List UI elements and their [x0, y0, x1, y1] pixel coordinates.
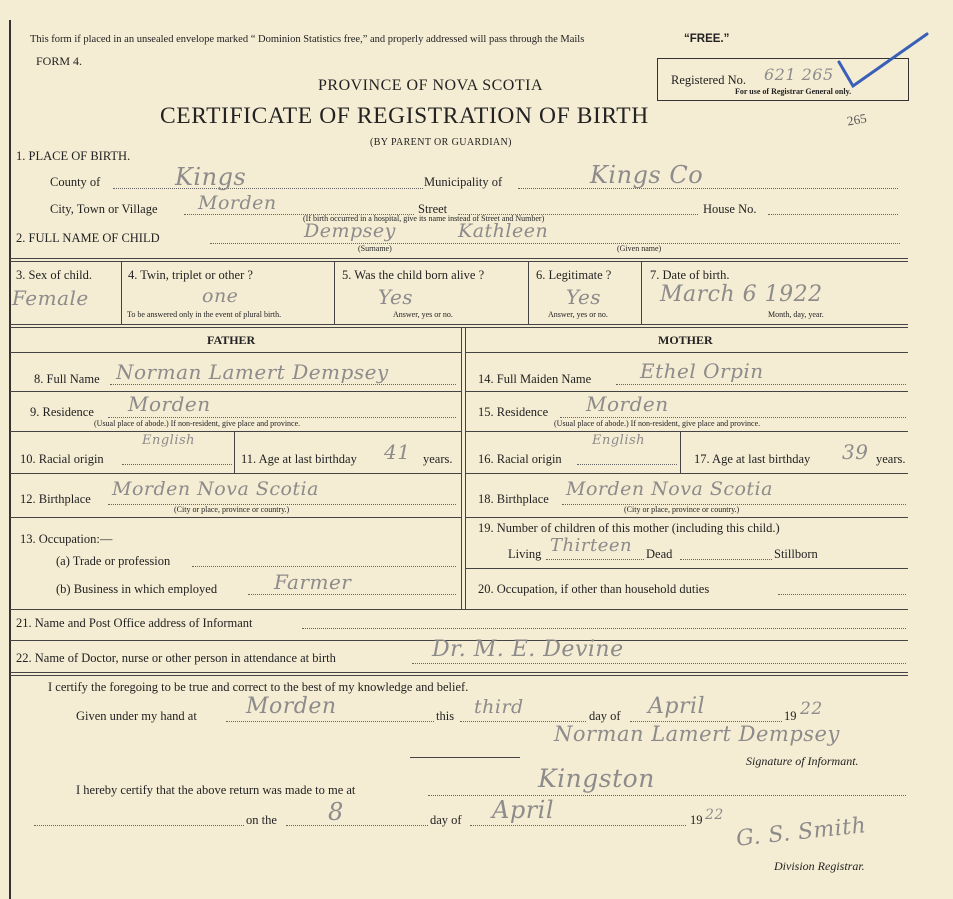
year-prefix: 19	[784, 709, 797, 723]
child-given-value: Kathleen	[458, 220, 549, 242]
given-day-value: third	[474, 696, 524, 718]
city-label: City, Town or Village	[50, 202, 158, 216]
mother-occupation-line	[778, 594, 906, 595]
twin-value: one	[202, 285, 239, 307]
registered-label: Registered No.	[671, 73, 746, 87]
dob-value: March 6 1922	[660, 282, 823, 307]
column-divider	[641, 261, 642, 324]
mother-residence-note: (Usual place of abode.) If non-resident, give place and province.	[554, 419, 761, 428]
registrar-month-line	[470, 825, 686, 826]
given-month-value: April	[648, 694, 706, 719]
row-divider	[465, 568, 908, 569]
father-age-label: 11. Age at last birthday	[241, 452, 357, 466]
surname-caption: (Surname)	[358, 244, 392, 253]
city-value: Morden	[198, 192, 277, 214]
column-divider	[234, 431, 235, 473]
row-divider	[10, 675, 908, 676]
row-divider	[10, 517, 461, 518]
mother-name-label: 14. Full Maiden Name	[478, 372, 592, 386]
living-label: Living	[508, 547, 542, 561]
mail-free: “FREE.”	[684, 33, 730, 45]
living-value: Thirteen	[550, 535, 633, 556]
registrar-month-value: April	[492, 796, 555, 824]
trade-label: (a) Trade or profession	[56, 554, 171, 568]
informant-label: 21. Name and Post Office address of Informant	[16, 616, 253, 630]
mother-heading: MOTHER	[658, 333, 713, 347]
business-line	[248, 594, 456, 595]
row-divider	[10, 473, 461, 474]
father-residence-label: 9. Residence	[30, 405, 94, 419]
form-number: FORM 4.	[36, 54, 83, 68]
certificate-title: CERTIFICATE OF REGISTRATION OF BIRTH	[160, 103, 649, 129]
registrar-signature: G. S. Smith	[734, 813, 868, 852]
year-suffix: 22	[800, 699, 823, 719]
column-divider	[461, 327, 462, 609]
mother-residence-value: Morden	[586, 392, 669, 416]
father-age-value: 41	[384, 440, 411, 464]
father-residence-value: Morden	[128, 392, 211, 416]
on-the-label: on the	[246, 813, 277, 827]
registrar-use-note: For use of Registrar General only.	[735, 87, 852, 96]
certificate-subtitle: (BY PARENT OR GUARDIAN)	[370, 137, 512, 148]
registrar-left-line	[34, 825, 244, 826]
father-years: years.	[423, 452, 453, 466]
father-racial-value: English	[142, 433, 196, 448]
row-divider	[10, 431, 461, 432]
column-divider	[334, 261, 335, 324]
mother-racial-line	[577, 464, 677, 465]
informant-signature: Norman Lamert Dempsey	[554, 722, 840, 746]
dob-note: Month, day, year.	[768, 310, 824, 319]
child-name-line	[210, 243, 900, 244]
mother-name-value: Ethel Orpin	[640, 359, 764, 383]
row-divider	[465, 391, 908, 392]
county-value: Kings	[175, 163, 247, 191]
father-birthplace-note: (City or place, province or country.)	[174, 505, 290, 514]
province-heading: PROVINCE OF NOVA SCOTIA	[318, 77, 544, 94]
legitimate-value: Yes	[566, 285, 602, 309]
county-label: County of	[50, 175, 101, 189]
informant-line	[302, 628, 906, 629]
registrar-signature-caption: Division Registrar.	[774, 859, 865, 873]
row-divider	[10, 327, 908, 328]
trade-line	[192, 566, 456, 567]
column-divider	[121, 261, 122, 324]
row-divider	[10, 609, 908, 610]
row-divider	[10, 258, 908, 259]
municipality-line	[518, 188, 898, 189]
mail-notice: This form if placed in an unsealed envelope marked “ Dominion Statistics free,” and properly addressed will pass through the Mails	[30, 34, 585, 45]
mother-birthplace-label: 18. Birthplace	[478, 492, 549, 506]
mother-birthplace-value: Morden Nova Scotia	[566, 478, 773, 500]
dob-label: 7. Date of birth.	[650, 268, 730, 282]
mother-age-value: 39	[842, 440, 869, 464]
business-value: Farmer	[274, 570, 352, 594]
municipality-label: Municipality of	[424, 175, 503, 189]
check-mark-icon	[835, 30, 930, 92]
mother-racial-label: 16. Racial origin	[478, 452, 562, 466]
row-divider	[465, 517, 908, 518]
father-racial-line	[122, 464, 232, 465]
alive-value: Yes	[378, 285, 414, 309]
sex-label: 3. Sex of child.	[16, 268, 93, 282]
county-line	[113, 188, 423, 189]
informant-signature-caption: Signature of Informant.	[746, 754, 859, 768]
certify-statement: I certify the foregoing to be true and correct to the best of my knowledge and belief.	[48, 680, 469, 694]
father-residence-line	[108, 417, 456, 418]
this-label: this	[436, 709, 455, 723]
stamp-number: 265	[845, 110, 868, 129]
municipality-value: Kings Co	[590, 161, 704, 189]
registrar-day-value: 8	[328, 798, 344, 826]
stillborn-label: Stillborn	[774, 547, 818, 561]
legitimate-label: 6. Legitimate ?	[536, 268, 612, 282]
row-divider	[10, 261, 908, 262]
mother-occupation-label: 20. Occupation, if other than household duties	[478, 582, 710, 596]
alive-note: Answer, yes or no.	[393, 310, 453, 319]
father-heading: FATHER	[207, 333, 256, 347]
row-divider	[10, 324, 908, 325]
sex-value: Female	[12, 286, 89, 310]
row-divider	[10, 352, 461, 353]
business-label: (b) Business in which employed	[56, 582, 218, 596]
place-of-birth-heading: 1. PLACE OF BIRTH.	[16, 149, 131, 163]
twin-label: 4. Twin, triplet or other ?	[128, 268, 253, 282]
column-divider	[465, 327, 466, 609]
registrar-year-prefix: 19	[690, 813, 703, 827]
row-divider	[465, 352, 908, 353]
column-divider	[528, 261, 529, 324]
father-occupation-label: 13. Occupation:—	[20, 532, 113, 546]
child-name-label: 2. FULL NAME OF CHILD	[16, 231, 160, 245]
mother-years: years.	[876, 452, 906, 466]
registrar-certify-statement: I hereby certify that the above return was made to me at	[76, 783, 356, 797]
living-line	[546, 559, 644, 560]
mother-residence-label: 15. Residence	[478, 405, 549, 419]
mother-name-line	[616, 384, 906, 385]
registrar-place-value: Kingston	[538, 764, 655, 793]
day-of-label: day of	[589, 709, 621, 723]
father-residence-note: (Usual place of abode.) If non-resident, give place and province.	[94, 419, 301, 428]
doctor-value: Dr. M. E. Devine	[432, 637, 624, 662]
registrar-day-of-label: day of	[430, 813, 462, 827]
registrar-day-line	[286, 825, 428, 826]
house-line	[768, 214, 898, 215]
father-name-label: 8. Full Name	[34, 372, 100, 386]
row-divider	[10, 672, 908, 673]
mother-birthplace-note: (City or place, province or country.)	[624, 505, 740, 514]
hospital-note: (If birth occurred in a hospital, give its name instead of Street and Number)	[303, 214, 545, 223]
registrar-year-suffix: 22	[705, 807, 724, 823]
mother-residence-line	[560, 417, 906, 418]
father-name-line	[110, 384, 456, 385]
father-racial-label: 10. Racial origin	[20, 452, 104, 466]
street-label: Street	[418, 202, 448, 216]
dead-line	[680, 559, 772, 560]
given-place-value: Morden	[246, 694, 337, 719]
doctor-label: 22. Name of Doctor, nurse or other person in attendance at birth	[16, 651, 336, 665]
father-name-value: Norman Lamert Dempsey	[116, 360, 389, 384]
given-place-line	[226, 721, 434, 722]
child-surname-value: Dempsey	[304, 220, 396, 242]
legitimate-note: Answer, yes or no.	[548, 310, 608, 319]
mother-racial-value: English	[592, 433, 646, 448]
twin-note: To be answered only in the event of plural birth.	[127, 310, 282, 319]
left-border	[9, 20, 11, 899]
row-divider	[10, 391, 461, 392]
father-birthplace-value: Morden Nova Scotia	[112, 478, 319, 500]
row-divider	[465, 431, 908, 432]
alive-label: 5. Was the child born alive ?	[342, 268, 485, 282]
house-label: House No.	[703, 202, 757, 216]
row-divider	[465, 473, 908, 474]
given-caption: (Given name)	[617, 244, 662, 253]
column-divider	[680, 431, 681, 473]
dead-label: Dead	[646, 547, 673, 561]
father-birthplace-label: 12. Birthplace	[20, 492, 91, 506]
short-divider	[410, 757, 520, 758]
mother-age-label: 17. Age at last birthday	[694, 452, 811, 466]
registered-value: 621 265	[764, 65, 834, 84]
given-under-label: Given under my hand at	[76, 709, 197, 723]
children-count-label: 19. Number of children of this mother (including this child.)	[478, 521, 780, 535]
doctor-line	[412, 663, 906, 664]
